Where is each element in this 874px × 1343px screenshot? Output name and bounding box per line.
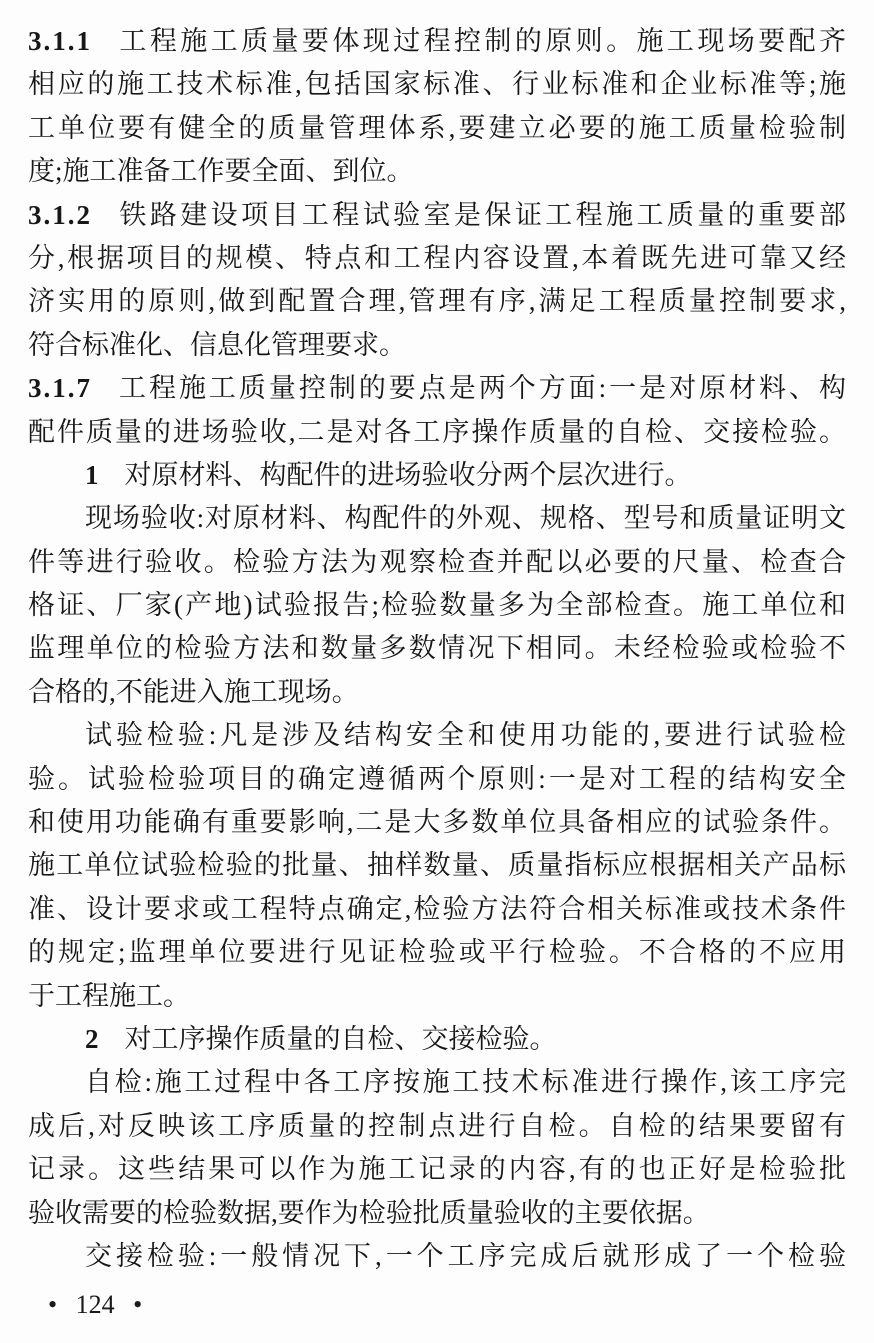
text-line xyxy=(28,584,846,627)
text-line xyxy=(28,280,846,323)
site-acceptance-paragraph xyxy=(28,497,846,714)
text-line xyxy=(28,324,846,367)
text-line xyxy=(28,1018,846,1061)
line-text: 记录。这些结果可以作为施工记录的内容,有的也正好是检验批 xyxy=(28,1154,846,1185)
line-text: 配件质量的进场验收,二是对各工序操作质量的自检、交接检验。 xyxy=(28,416,846,447)
text-line xyxy=(28,888,846,931)
document-body xyxy=(28,20,846,1278)
line-text: 准、设计要求或工程特点确定,检验方法符合相关标准或技术条件 xyxy=(28,893,846,924)
text-line xyxy=(28,801,846,844)
clause-number: 1 xyxy=(85,459,101,490)
text-line xyxy=(28,844,846,887)
line-text: 对原材料、构配件的进场验收分两个层次进行。 xyxy=(124,459,692,490)
clause-number: 3.1.2 xyxy=(28,199,92,230)
line-text: 工单位要有健全的质量管理体系,要建立必要的施工质量检验制 xyxy=(28,112,846,143)
clause-number: 2 xyxy=(85,1023,101,1054)
line-text: 工程施工质量控制的要点是两个方面:一是对原材料、构 xyxy=(116,373,846,404)
line-text: 施工单位试验检验的批量、抽样数量、质量指标应根据相关产品标 xyxy=(28,850,846,881)
list-item-2 xyxy=(28,1018,846,1061)
line-text: 格证、厂家(产地)试验报告;检验数量多为全部检查。施工单位和 xyxy=(28,590,846,621)
text-line xyxy=(28,1061,846,1104)
clause-3-1-2 xyxy=(28,194,846,368)
text-line xyxy=(28,1105,846,1148)
clause-3-1-7 xyxy=(28,367,846,454)
line-text: 对工序操作质量的自检、交接检验。 xyxy=(124,1023,557,1054)
text-line xyxy=(28,975,846,1018)
line-text: 分,根据项目的规模、特点和工程内容设置,本着既先进可靠又经 xyxy=(28,242,846,273)
text-line xyxy=(28,194,846,237)
line-text: 铁路建设项目工程试验室是保证工程施工质量的重要部 xyxy=(116,199,846,230)
line-text: 成后,对反映该工序质量的控制点进行自检。自检的结果要留有 xyxy=(28,1110,846,1141)
text-line xyxy=(28,1192,846,1235)
text-line xyxy=(28,237,846,280)
self-check-paragraph xyxy=(28,1061,846,1235)
line-text: 合格的,不能进入施工现场。 xyxy=(28,676,359,707)
text-line xyxy=(28,20,846,63)
text-line xyxy=(28,1148,846,1191)
line-text: 工程施工质量要体现过程控制的原则。施工现场要配齐 xyxy=(116,26,846,56)
text-line xyxy=(28,367,846,410)
line-text: 济实用的原则,做到配置合理,管理有序,满足工程质量控制要求, xyxy=(28,286,846,317)
text-line xyxy=(28,714,846,757)
text-line xyxy=(28,411,846,454)
clause-number: 3.1.7 xyxy=(28,373,92,404)
line-text: 度;施工准备工作要全面、到位。 xyxy=(28,156,414,187)
handover-inspection-paragraph xyxy=(28,1235,846,1278)
text-line xyxy=(28,454,846,497)
line-text: 现场验收:对原材料、构配件的外观、规格、型号和质量证明文 xyxy=(85,503,846,534)
line-text: 试验检验:凡是涉及结构安全和使用功能的,要进行试验检 xyxy=(85,720,846,751)
text-line xyxy=(28,627,846,670)
line-text: 相应的施工技术标准,包括国家标准、行业标准和企业标准等;施 xyxy=(28,69,846,100)
text-line xyxy=(28,931,846,974)
text-line xyxy=(28,107,846,150)
line-text: 验。试验检验项目的确定遵循两个原则:一是对工程的结构安全 xyxy=(28,763,846,794)
text-line xyxy=(28,671,846,714)
text-line xyxy=(28,63,846,106)
test-inspection-paragraph xyxy=(28,714,846,1018)
line-text: 交接检验:一般情况下,一个工序完成后就形成了一个检验 xyxy=(85,1240,846,1271)
text-line xyxy=(28,758,846,801)
text-line xyxy=(28,1235,846,1278)
text-line xyxy=(28,497,846,540)
line-text: 验收需要的检验数据,要作为检验批质量验收的主要依据。 xyxy=(28,1197,710,1228)
text-line xyxy=(28,150,846,193)
line-text: 的规定;监理单位要进行见证检验或平行检验。不合格的不应用 xyxy=(28,937,846,968)
line-text: 自检:施工过程中各工序按施工技术标准进行操作,该工序完 xyxy=(85,1067,846,1098)
line-text: 符合标准化、信息化管理要求。 xyxy=(28,329,406,360)
list-item-1 xyxy=(28,454,846,497)
page-number: • 124 • xyxy=(48,1290,143,1320)
line-text: 件等进行验收。检验方法为观察检查并配以必要的尺量、检查合 xyxy=(28,546,846,577)
clause-number: 3.1.1 xyxy=(28,26,92,56)
text-line xyxy=(28,541,846,584)
line-text: 于工程施工。 xyxy=(28,980,190,1011)
clause-3-1-1 xyxy=(28,20,846,194)
line-text: 和使用功能确有重要影响,二是大多数单位具备相应的试验条件。 xyxy=(28,807,846,838)
line-text: 监理单位的检验方法和数量多数情况下相同。未经检验或检验不 xyxy=(28,633,846,664)
